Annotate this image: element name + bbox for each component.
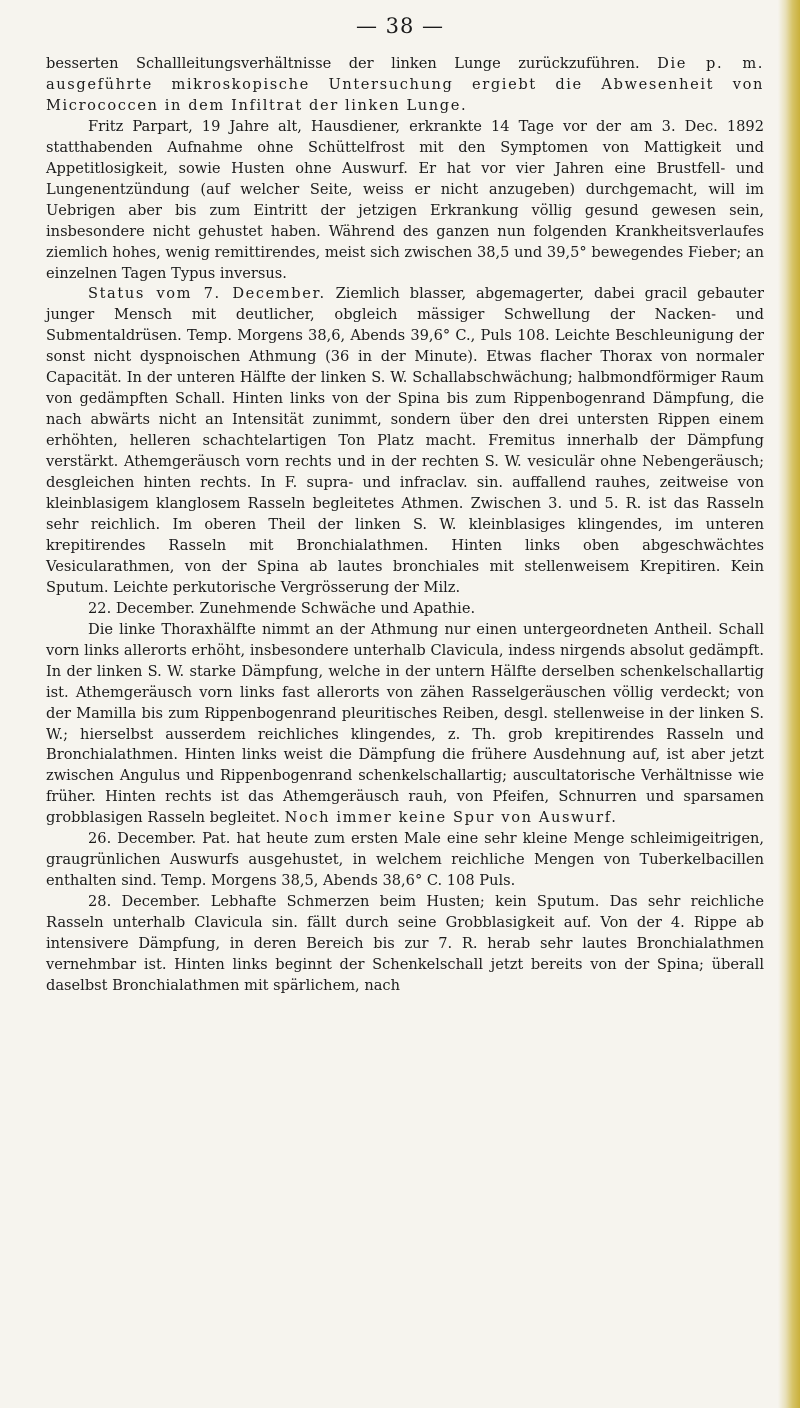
paragraph: 28. December. Lebhafte Schmerzen beim Husten; kein Sputum. Das sehr reichliche Rasseln unterhalb Clavicula sin. fällt durch seine Grobblasigkeit auf. Von der 4. Rippe ab intensivere Dämpfung, in deren Bereich bis zur 7. R. herab sehr lautes Bronchialathmen vernehmbar ist. Hinten links beginnt der Schenkelschall jetzt bereits von der Spina; überall daselbst Bronchialathmen mit spärlichem, nach (46, 893, 764, 994)
paragraph (46, 620, 764, 830)
paragraph: 22. December. Zunehmende Schwäche und Apathie. (88, 599, 476, 617)
paragraph (46, 54, 764, 117)
paragraph-text: Ziemlich blasser, abgemagerter, dabei gracil gebauter junger Mensch mit deutlicher, obgleich mässiger Schwellung der Nacken- und Submentaldrüsen. Temp. Morgens 38,6, Abends 39,6° C., Puls 108. Leichte Beschleunigung der sonst nicht dyspnoischen Athmung (36 in der Minute). Etwas flacher Thorax von normaler Capacität. In der unteren Hälfte der linken S. W. Schallabschwächung; halbmondförmiger Raum von gedämpften Schall. Hinten links von der Spina bis zum Rippenbogenrand Dämpfung, die nach abwärts nicht an Intensität zunimmt, sondern über den drei untersten Rippen einem erhöhten, helleren schachtelartigen Ton Platz macht. Fremitus innerhalb der Dämpfung verstärkt. Athemgeräusch vorn rechts und in der rechten S. W. vesiculär ohne Nebengeräusch; desgleichen hinten rechts. In F. supra- und infraclav. sin. auffallend rauhes, zeitweise von kleinblasigem klanglosem Rasseln begleitetes Athmen. Zwischen 3. und 5. R. ist das Rasseln sehr reichlich. Im oberen Theil der linken S. W. kleinblasiges klingendes, im unteren krepitirendes Rasseln mit Bronchialathmen. Hinten links oben abgeschwächtes Vesicularathmen, von der Spina ab lautes bronchiales mit stellenweisem Krepitiren. Kein Sputum. Leichte perkutorische Vergrösserung der Milz. (46, 285, 764, 596)
spaced-text: Die p. m. ausgeführte mikroskopische Untersuchung ergiebt die Abwesenheit von Micrococcen in dem Infiltrat der linken Lunge. (46, 55, 764, 114)
body-text (46, 54, 764, 997)
page-edge (778, 0, 800, 1408)
status-heading: Status vom 7. December. (88, 285, 326, 303)
page-number: — 38 — (355, 14, 445, 38)
paragraph: Fritz Parpart, 19 Jahre alt, Hausdiener, erkrankte 14 Tage vor der am 3. Dec. 1892 statthabenden Aufnahme ohne Schüttelfrost mit den Symptomen von Mattigkeit und Appetitlosigkeit, sowie Husten ohne Auswurf. Er hat vor vier Jahren eine Brustfell- und Lungenentzündung (auf welcher Seite, weiss er nicht anzugeben) durchgemacht, will im Uebrigen aber bis zum Eintritt der jetzigen Erkrankung völlig gesund gewesen sein, insbesondere nicht gehustet haben. Während des ganzen nun folgenden Krankheitsverlaufes ziemlich hohes, wenig remittirendes, meist sich zwischen 38,5 und 39,5° bewegendes Fieber; an einzelnen Tagen Typus inversus. (46, 117, 764, 282)
paragraph: 26. December. Pat. hat heute zum ersten Male eine sehr kleine Menge schleimigeitrigen, graugrünlichen Auswurfs ausgehustet, in welchem reichliche Mengen von Tuberkelbacillen enthalten sind. Temp. Morgens 38,5, Abends 38,6° C. 108 Puls. (46, 830, 764, 890)
spaced-text: Noch immer keine Spur von Auswurf. (284, 809, 618, 827)
paragraph (46, 284, 764, 598)
paragraph-text: Die linke Thoraxhälfte nimmt an der Athmung nur einen untergeordneten Antheil. Schall vorn links allerorts erhöht, insbesondere unterhalb Clavicula, indess nirgends absolut gedämpft. In der linken S. W. starke Dämpfung, welche in der untern Hälfte derselben schenkelschallartig ist. Athemgeräusch vorn links fast allerorts von zähen Rasselgeräuschen völlig verdeckt; von der Mamilla bis zum Rippenbogenrand pleuritisches Reiben, desgl. stellenweise in der linken S. W.; hierselbst ausserdem reichliches klingendes, z. Th. grob krepitirendes Rasseln und Bronchialathmen. Hinten links weist die Dämpfung die frühere Ausdehnung auf, ist aber jetzt zwischen Angulus und Rippenbogenrand schenkelschallartig; auscultatorische Verhältnisse wie früher. Hinten rechts ist das Athemgeräusch rauh, von Pfeifen, Schnurren und sparsamen grobblasigen Rasseln begleitet. (46, 620, 764, 827)
paragraph-text: besserten Schallleitungsverhältnisse der linken Lunge zurückzuführen. (46, 55, 640, 72)
